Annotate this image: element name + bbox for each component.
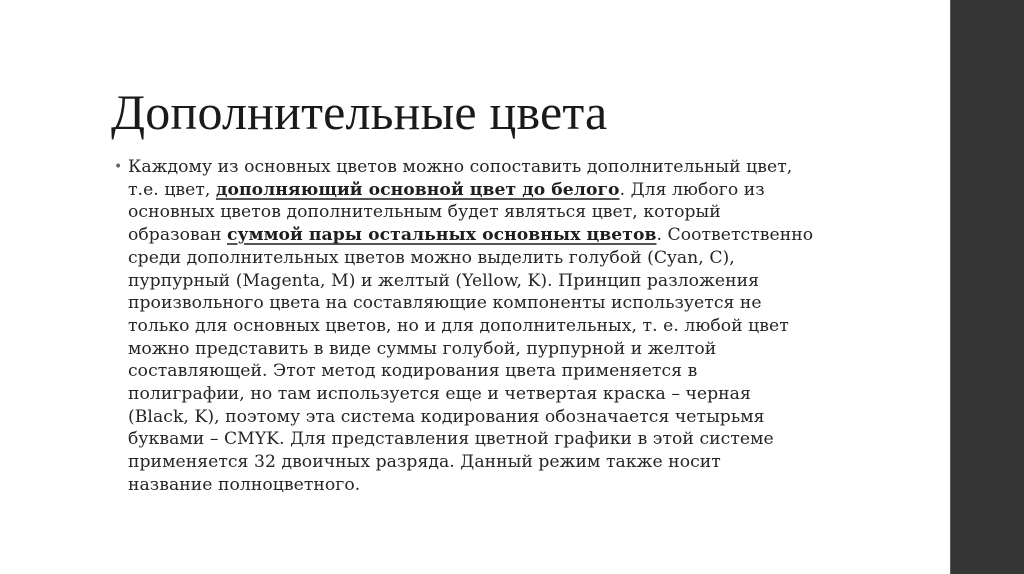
text-line	[128, 179, 834, 202]
text-segment: буквами – CMYK. Для представления цветной графики в этой системе	[128, 429, 774, 450]
emphasized-phrase: дополняющий основной цвет до белого	[215, 179, 620, 200]
text-segment: . Соответственно	[656, 225, 814, 246]
text-segment: (Black, K), поэтому эта система кодирования обозначается четырьмя	[128, 406, 765, 427]
side-panel-bar	[950, 0, 1024, 574]
text-segment: составляющей. Этот метод кодирования цвета применяется в	[128, 361, 698, 382]
text-segment: образован	[128, 225, 228, 246]
text-line	[128, 428, 834, 451]
text-segment: только для основных цветов, но и для дополнительных, т. е. любой цвет	[128, 315, 789, 336]
text-line	[128, 406, 834, 429]
text-segment: пурпурный (Magenta, M) и желтый (Yellow, K). Принцип разложения	[128, 270, 760, 291]
text-segment: . Для любого из	[619, 179, 765, 200]
text-line	[128, 292, 834, 315]
text-line	[128, 383, 834, 406]
text-segment: т.е. цвет,	[128, 179, 216, 200]
text-line	[128, 315, 834, 338]
text-line	[128, 270, 834, 293]
text-segment: среди дополнительных цветов можно выделить голубой (Cyan, C),	[128, 247, 735, 268]
text-line	[128, 224, 834, 247]
text-line	[128, 247, 834, 270]
bullet-item	[114, 156, 834, 497]
text-segment: можно представить в виде суммы голубой, пурпурной и желтой	[128, 338, 717, 359]
text-line	[128, 360, 834, 383]
text-segment: применяется 32 двоичных разряда. Данный режим также носит	[128, 452, 721, 473]
text-segment: полиграфии, но там используется еще и четвертая краска – черная	[128, 384, 751, 405]
text-line	[128, 474, 834, 497]
slide-title: Дополнительные цвета	[111, 84, 608, 140]
text-line	[128, 156, 834, 179]
text-segment: название полноцветного.	[128, 474, 361, 495]
text-segment: основных цветов дополнительным будет являться цвет, который	[128, 202, 721, 223]
slide-body	[114, 156, 834, 497]
text-line	[128, 338, 834, 361]
text-line	[128, 451, 834, 474]
text-segment: Каждому из основных цветов можно сопоставить дополнительный цвет,	[128, 157, 793, 177]
emphasized-phrase: суммой пары остальных основных цветов	[227, 225, 657, 246]
bullet-text	[128, 156, 834, 497]
bullet-icon: •	[114, 159, 123, 175]
text-line	[128, 201, 834, 224]
text-segment: произвольного цвета на составляющие компоненты используется не	[128, 293, 762, 314]
